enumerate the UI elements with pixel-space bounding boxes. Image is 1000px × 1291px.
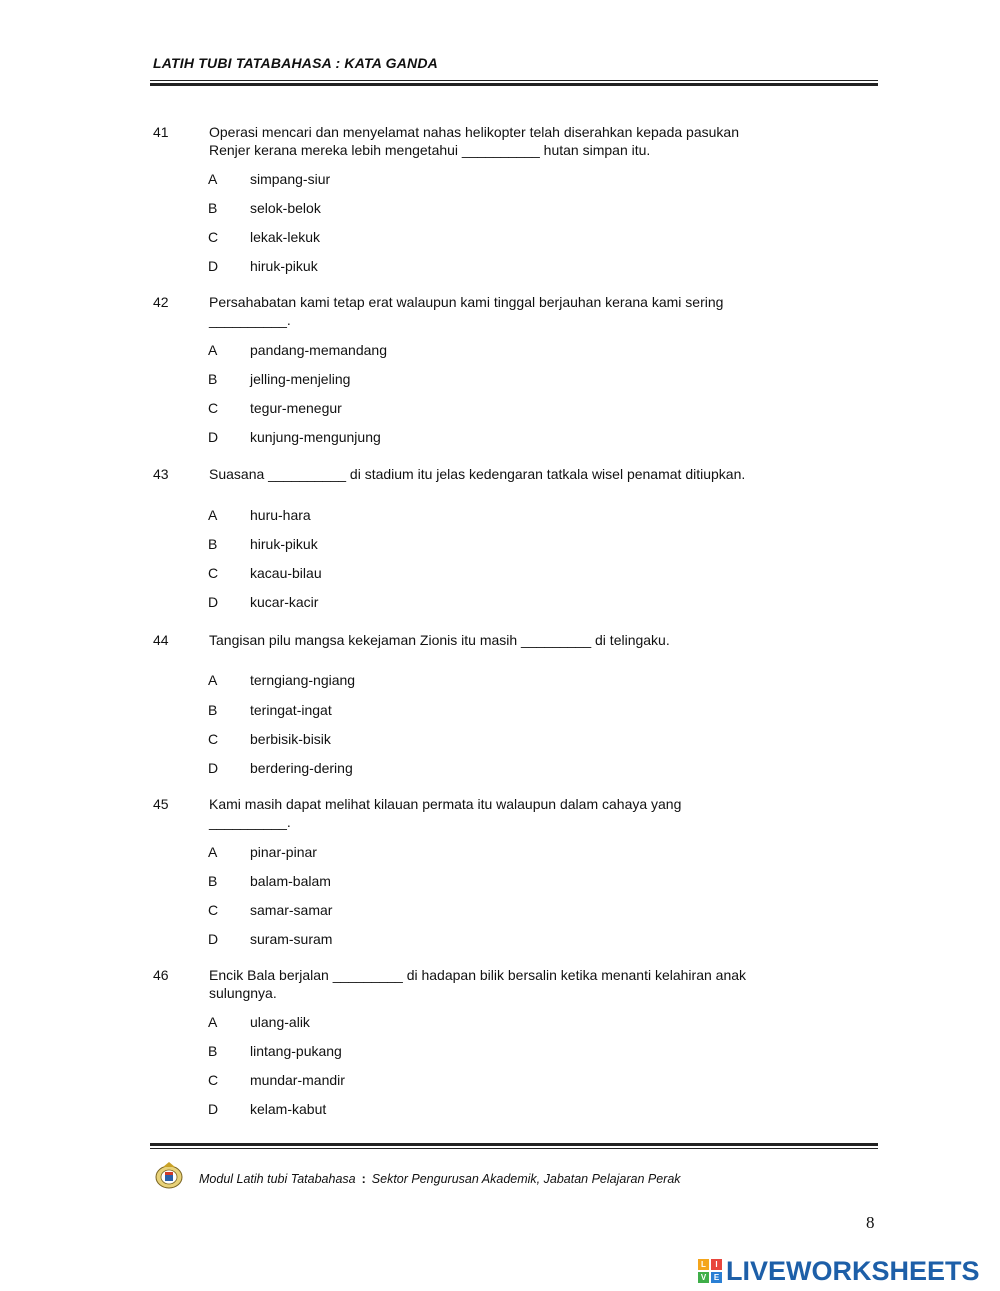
question-number: 42 (153, 294, 169, 310)
question-number: 44 (153, 632, 169, 648)
brand-icon-letter: L (698, 1259, 709, 1270)
liveworksheets-logo[interactable] (698, 1256, 980, 1286)
question-number: 43 (153, 466, 169, 482)
brand-icon-letter: V (698, 1272, 709, 1283)
question-text: Tangisan pilu mangsa kekejaman Zionis itu masih _________ di telingaku. (209, 632, 670, 648)
question-text: Persahabatan kami tetap erat walaupun kami tinggal berjauhan kerana kami sering __________. (209, 294, 724, 328)
question-number: 46 (153, 967, 169, 983)
page-header-title: LATIH TUBI TATABAHASA : KATA GANDA (153, 55, 438, 71)
page-number: 8 (866, 1213, 875, 1232)
footer-rule-thick (150, 1143, 878, 1146)
question-number: 45 (153, 796, 169, 812)
brand-icon-letter: I (711, 1259, 722, 1270)
question-number: 41 (153, 124, 169, 140)
footer-rule-thin (150, 1148, 878, 1149)
liveworksheets-grid-icon (698, 1259, 722, 1283)
question-text: Encik Bala berjalan _________ di hadapan bilik bersalin ketika menanti kelahiran anak sulungnya. (209, 967, 747, 1001)
footer-text: Modul Latih tubi Tatabahasa : Sektor Pengurusan Akademik, Jabatan Pelajaran Perak (199, 1172, 681, 1186)
question-text: Suasana __________ di stadium itu jelas kedengaran tatkala wisel penamat ditiupkan. (209, 466, 746, 482)
brand-icon-letter: E (711, 1272, 722, 1283)
liveworksheets-name: LIVEWORKSHEETS (726, 1255, 980, 1286)
question-text: Operasi mencari dan menyelamat nahas helikopter telah diserahkan kepada pasukan Renjer kerana mereka lebih mengetahui __________ hutan simpan itu. (209, 124, 739, 158)
state-crest-icon (153, 1160, 185, 1190)
question-text: Kami masih dapat melihat kilauan permata itu walaupun dalam cahaya yang __________. (209, 796, 682, 830)
header-rule-thick (150, 83, 878, 86)
header-rule-thin (150, 80, 878, 81)
